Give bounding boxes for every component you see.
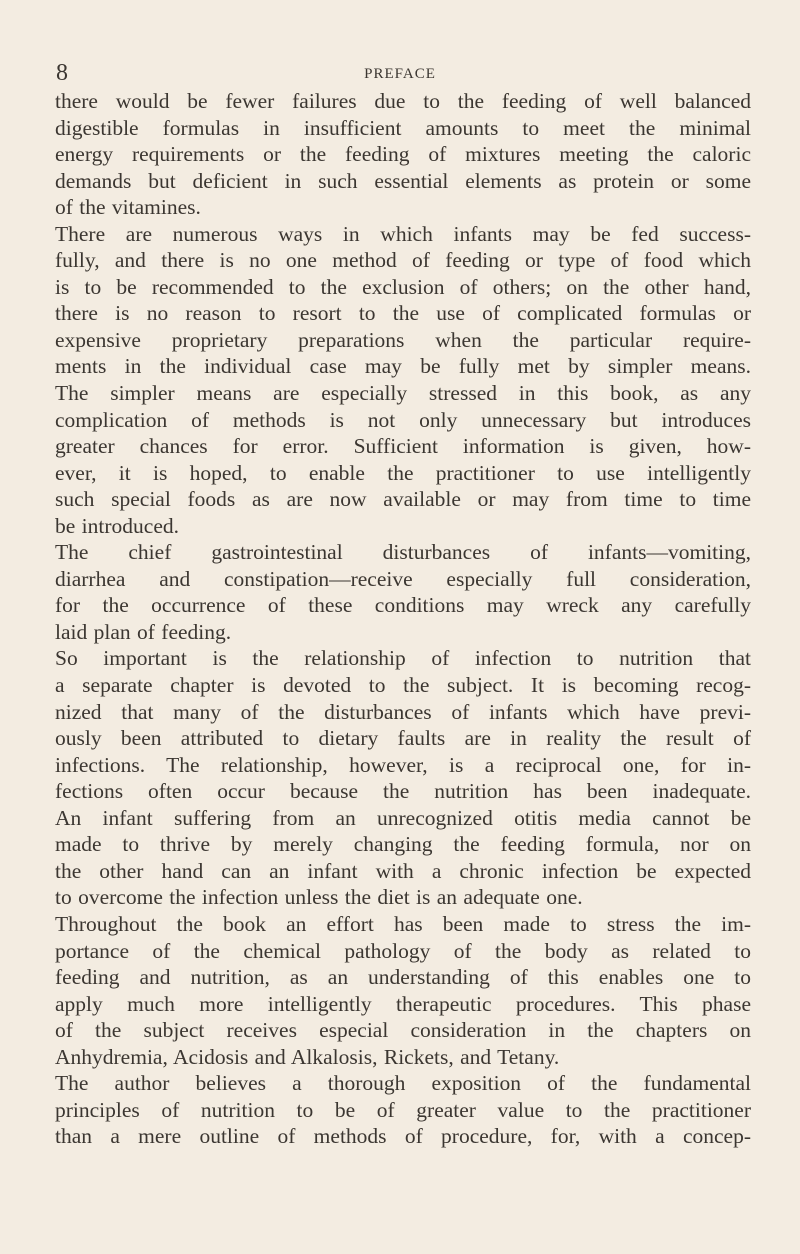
text-line: infections. The relationship, however, is a reciprocal one, for in-	[55, 752, 751, 777]
text-line: There are numerous ways in which infants may be fed success-	[55, 221, 751, 246]
text-line: of the vitamines.	[55, 195, 201, 220]
text-line: than a mere outline of methods of procedure, for, with a concep-	[55, 1124, 751, 1149]
text-line: complication of methods is not only unnecessary but introduces	[55, 407, 751, 432]
text-line: ments in the individual case may be fully met by simpler means.	[55, 354, 751, 379]
text-line: feeding and nutrition, as an understanding of this enables one to	[55, 965, 751, 990]
page-number: 8	[56, 60, 68, 86]
text-line: the other hand can an infant with a chronic infection be expected	[55, 858, 751, 883]
text-line: be introduced.	[55, 513, 179, 538]
text-line: Throughout the book an effort has been made to stress the im-	[55, 911, 751, 936]
text-line: made to thrive by merely changing the feeding formula, nor on	[55, 832, 751, 857]
text-line: An infant suffering from an unrecognized otitis media cannot be	[55, 805, 751, 830]
text-line: for the occurrence of these conditions may wreck any carefully	[55, 593, 751, 618]
text-line: energy requirements or the feeding of mixtures meeting the caloric	[55, 142, 751, 167]
running-head: PREFACE	[364, 66, 436, 82]
text-line: ever, it is hoped, to enable the practitioner to use intelligently	[55, 460, 751, 485]
text-line: portance of the chemical pathology of the body as related to	[55, 938, 751, 963]
text-line: of the subject receives especial consideration in the chapters on	[55, 1018, 751, 1043]
text-line: such special foods as are now available or may from time to time	[55, 487, 751, 512]
text-line: nized that many of the disturbances of infants which have previ-	[55, 699, 751, 724]
text-line: there is no reason to resort to the use of complicated formulas or	[55, 301, 751, 326]
text-line: demands but deficient in such essential elements as protein or some	[55, 168, 751, 193]
text-line: a separate chapter is devoted to the subject. It is becoming recog-	[55, 673, 751, 698]
text-line: to overcome the infection unless the diet is an adequate one.	[55, 885, 583, 910]
text-line: ously been attributed to dietary faults are in reality the result of	[55, 726, 751, 751]
text-line: greater chances for error. Sufficient information is given, how-	[55, 434, 751, 459]
text-line: expensive proprietary preparations when the particular require-	[55, 327, 751, 352]
text-line: The chief gastrointestinal disturbances of infants—vomiting,	[55, 540, 751, 565]
text-line: Anhydremia, Acidosis and Alkalosis, Rickets, and Tetany.	[55, 1044, 560, 1069]
text-line: The simpler means are especially stressed in this book, as any	[55, 381, 751, 406]
text-line: is to be recommended to the exclusion of others; on the other hand,	[55, 274, 751, 299]
text-line: digestible formulas in insufficient amounts to meet the minimal	[55, 115, 751, 140]
text-line: The author believes a thorough exposition of the fundamental	[55, 1071, 751, 1096]
body-text	[55, 88, 751, 1150]
text-line: apply much more intelligently therapeutic procedures. This phase	[55, 991, 751, 1016]
text-line: there would be fewer failures due to the feeding of well balanced	[55, 89, 751, 113]
text-line: diarrhea and constipation—receive especially full consideration,	[55, 566, 751, 591]
text-line: laid plan of feeding.	[55, 619, 232, 644]
text-line: principles of nutrition to be of greater value to the practitioner	[55, 1097, 751, 1122]
text-line: So important is the relationship of infection to nutrition that	[55, 646, 751, 671]
text-line: fully, and there is no one method of feeding or type of food which	[55, 248, 751, 273]
text-line: fections often occur because the nutrition has been inadequate.	[55, 779, 751, 804]
